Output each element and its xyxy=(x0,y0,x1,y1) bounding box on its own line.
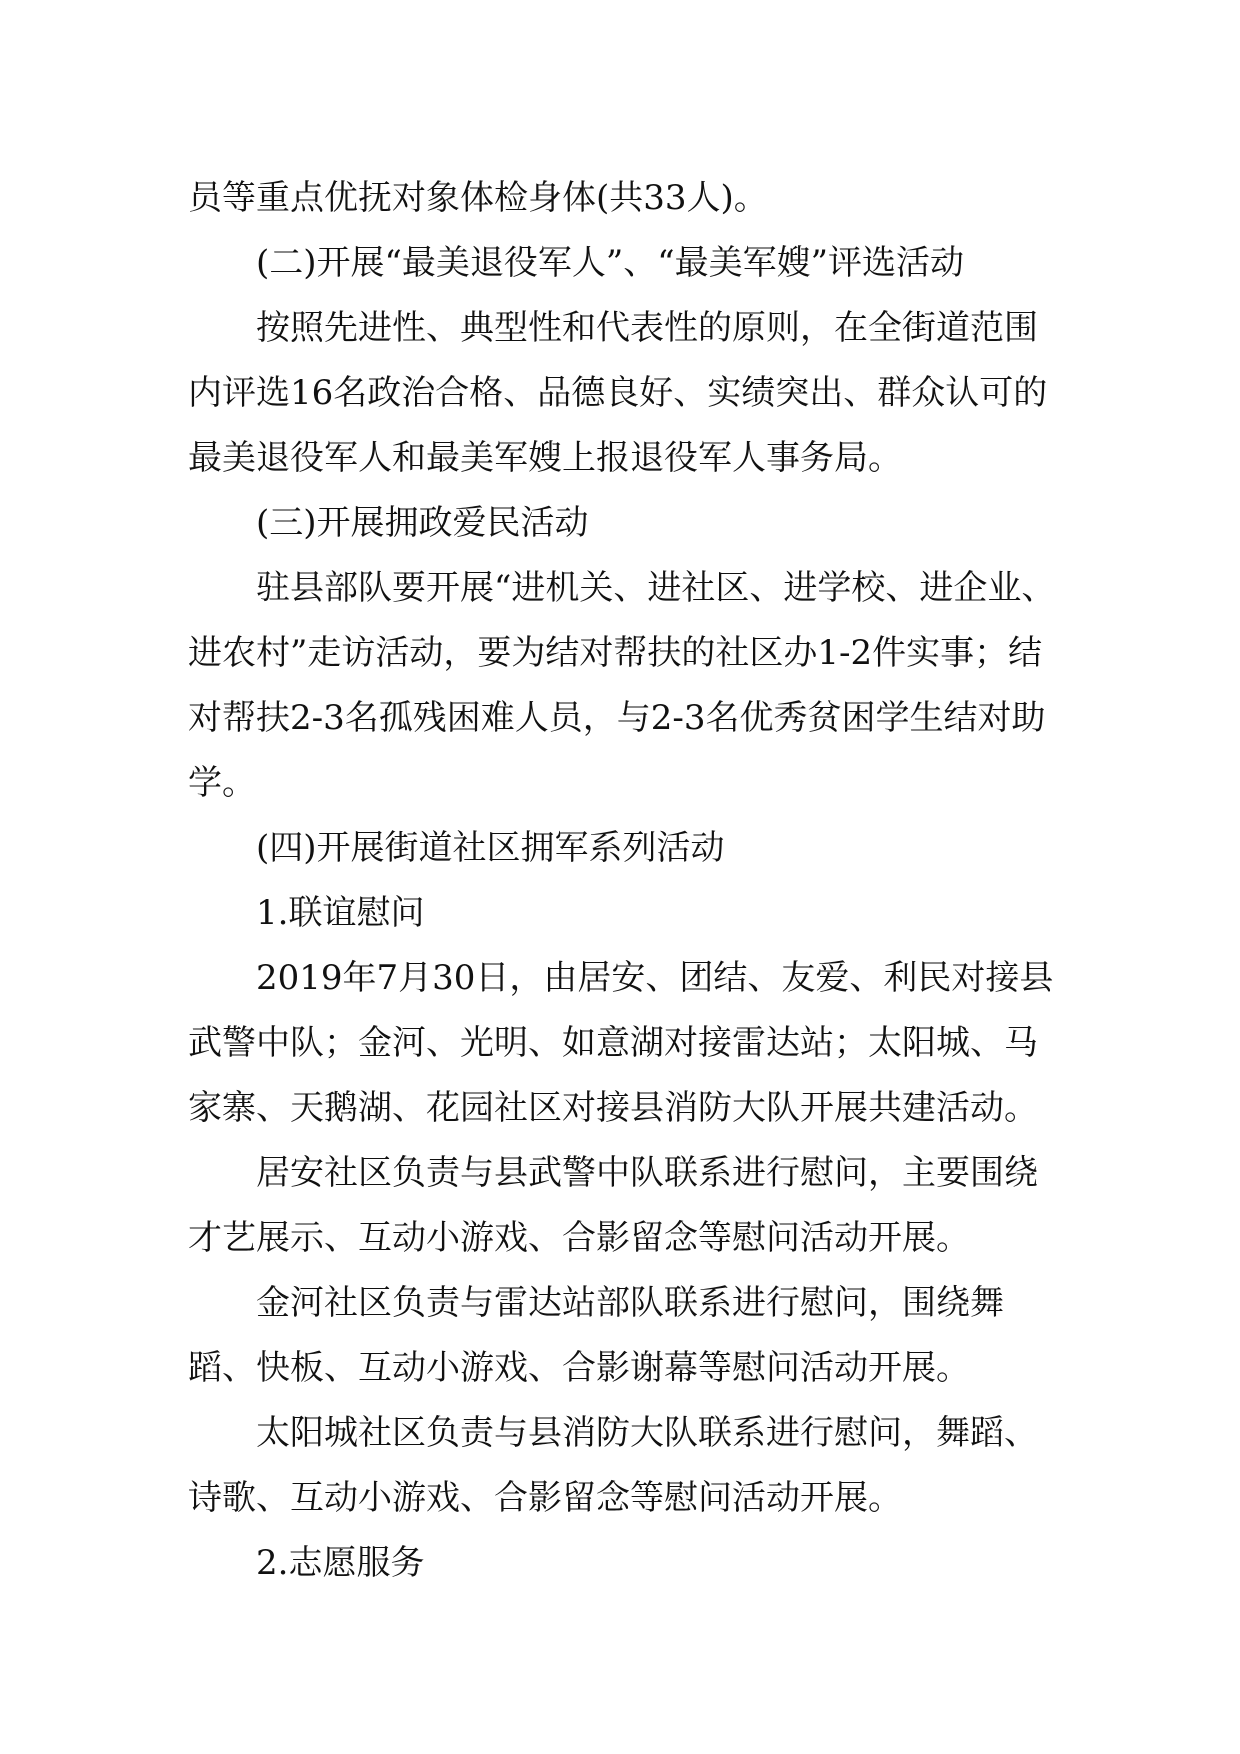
section-heading-2: (二)开展“最美退役军人”、“最美军嫂”评选活动 xyxy=(256,243,965,283)
paragraph-juan-community: 居安社区负责与县武警中队联系进行慰问，主要围绕才艺展示、互动小游戏、合影留念等慰问活动开展。 xyxy=(188,1153,1038,1258)
paragraph-continuation: 员等重点优抚对象体检身体(共33人)。 xyxy=(188,178,768,218)
subheading-2: 2.志愿服务 xyxy=(256,1543,425,1583)
paragraph-selection-principle: 按照先进性、典型性和代表性的原则，在全街道范围内评选16名政治合格、品德良好、实绩突出、群众认可的最美退役军人和最美军嫂上报退役军人事务局。 xyxy=(188,308,1048,478)
section-heading-4: (四)开展街道社区拥军系列活动 xyxy=(256,828,725,868)
paragraph-pairing-schedule: 2019年7月30日，由居安、团结、友爱、利民对接县武警中队；金河、光明、如意湖对接雷达站；太阳城、马家寨、天鹅湖、花园社区对接县消防大队开展共建活动。 xyxy=(188,958,1054,1128)
paragraph-jinhe-community: 金河社区负责与雷达站部队联系进行慰问，围绕舞蹈、快板、互动小游戏、合影谢幕等慰问活动开展。 xyxy=(188,1283,1004,1388)
section-heading-3: (三)开展拥政爱民活动 xyxy=(256,503,589,543)
subheading-1: 1.联谊慰问 xyxy=(256,893,425,933)
paragraph-taiyangcheng-community: 太阳城社区负责与县消防大队联系进行慰问，舞蹈、诗歌、互动小游戏、合影留念等慰问活动开展。 xyxy=(188,1413,1038,1518)
paragraph-troop-visits: 驻县部队要开展“进机关、进社区、进学校、进企业、进农村”走访活动，要为结对帮扶的社区办1-2件实事；结对帮扶2-3名孤残困难人员，与2-3名优秀贫困学生结对助学。 xyxy=(188,568,1056,803)
document-body xyxy=(188,166,1068,1596)
